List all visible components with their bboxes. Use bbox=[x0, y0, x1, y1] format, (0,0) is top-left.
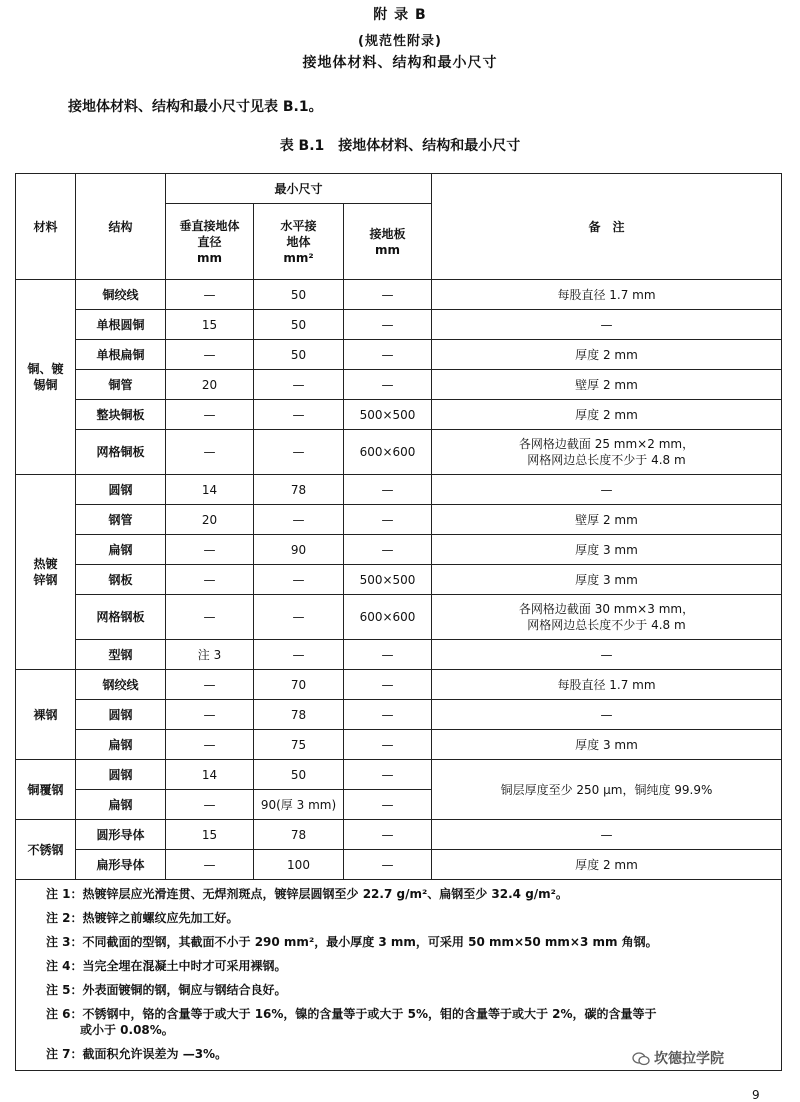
structure-cell: 钢绞线 bbox=[76, 670, 166, 700]
remark-cell: 每股直径 1.7 mm bbox=[432, 280, 782, 310]
table-row bbox=[16, 565, 782, 595]
page-number: 9 bbox=[752, 1088, 760, 1102]
table-row bbox=[16, 595, 782, 640]
note-7: 注 7：截面积允许误差为 —3%。 bbox=[46, 1047, 228, 1061]
structure-cell: 扁钢 bbox=[76, 790, 166, 820]
header-plate bbox=[344, 204, 432, 280]
note-3: 注 3：不同截面的型钢，其截面不小于 290 mm²，最小厚度 3 mm，可采用 50 mm×50 mm×3 mm 角钢。 bbox=[46, 935, 658, 949]
horizontal-cell: — bbox=[254, 400, 344, 430]
structure-cell: 扁形导体 bbox=[76, 850, 166, 880]
table-row bbox=[16, 670, 782, 700]
table-row bbox=[16, 700, 782, 730]
header-vertical bbox=[166, 204, 254, 280]
remark-cell: — bbox=[432, 310, 782, 340]
table-row bbox=[16, 820, 782, 850]
table-row bbox=[16, 850, 782, 880]
horizontal-cell: 50 bbox=[254, 340, 344, 370]
horizontal-cell: 78 bbox=[254, 820, 344, 850]
note-6-wrap: 或小于 0.08%。 bbox=[80, 1023, 174, 1037]
horizontal-cell: 90 bbox=[254, 535, 344, 565]
horizontal-cell: 78 bbox=[254, 700, 344, 730]
note-5: 注 5：外表面镀铜的钢，铜应与钢结合良好。 bbox=[46, 983, 287, 997]
plate-cell: — bbox=[344, 670, 432, 700]
remark-cell: — bbox=[432, 475, 782, 505]
note-6-continued bbox=[46, 1022, 777, 1038]
header-horizontal-l3: mm² bbox=[283, 250, 314, 265]
remark-cell: 厚度 2 mm bbox=[432, 340, 782, 370]
remark-cell: 厚度 3 mm bbox=[432, 535, 782, 565]
horizontal-cell: 90(厚 3 mm) bbox=[254, 790, 344, 820]
table-row bbox=[16, 430, 782, 475]
table-row bbox=[16, 400, 782, 430]
horizontal-cell: 75 bbox=[254, 730, 344, 760]
header-horizontal-l1: 水平接 bbox=[280, 218, 317, 233]
table-row bbox=[16, 310, 782, 340]
plate-cell: 600×600 bbox=[344, 430, 432, 475]
table-row bbox=[16, 760, 782, 790]
header-horizontal-l2: 地体 bbox=[286, 234, 311, 249]
table-row bbox=[16, 340, 782, 370]
note-6: 注 6：不锈钢中，铬的含量等于或大于 16%，镍的含量等于或大于 5%，钼的含量等于或大于 2%，碳的含量等于 bbox=[46, 1007, 657, 1021]
table-row bbox=[16, 535, 782, 565]
remark-cell: 铜层厚度至少 250 μm，铜纯度 99.9% bbox=[432, 760, 782, 820]
structure-cell: 整块铜板 bbox=[76, 400, 166, 430]
plate-cell: — bbox=[344, 310, 432, 340]
plate-cell: — bbox=[344, 700, 432, 730]
structure-cell: 铜绞线 bbox=[76, 280, 166, 310]
vertical-cell: 14 bbox=[166, 475, 254, 505]
note-1: 注 1：热镀锌层应光滑连贯、无焊剂斑点，镀锌层圆钢至少 22.7 g/m²、扁钢至少 32.4 g/m²。 bbox=[46, 887, 568, 901]
table-row bbox=[16, 730, 782, 760]
material-cell: 不锈钢 bbox=[16, 820, 76, 880]
horizontal-cell: 50 bbox=[254, 280, 344, 310]
vertical-cell: 15 bbox=[166, 310, 254, 340]
vertical-cell: — bbox=[166, 565, 254, 595]
vertical-cell: — bbox=[166, 790, 254, 820]
header-min-size: 最小尺寸 bbox=[166, 174, 432, 204]
materials-table bbox=[15, 173, 782, 1071]
vertical-cell: — bbox=[166, 400, 254, 430]
vertical-cell: 注 3 bbox=[166, 640, 254, 670]
material-cell: 裸钢 bbox=[16, 670, 76, 760]
appendix-title: 接地体材料、结构和最小尺寸 bbox=[302, 55, 498, 71]
remark-cell: — bbox=[432, 700, 782, 730]
plate-cell: 500×500 bbox=[344, 565, 432, 595]
structure-cell: 圆钢 bbox=[76, 475, 166, 505]
table-row bbox=[16, 475, 782, 505]
wechat-icon bbox=[632, 1052, 650, 1066]
remark-cell: 每股直径 1.7 mm bbox=[432, 670, 782, 700]
table-row bbox=[16, 640, 782, 670]
table-caption: 表 B.1 接地体材料、结构和最小尺寸 bbox=[279, 138, 521, 154]
plate-cell: — bbox=[344, 850, 432, 880]
vertical-cell: 20 bbox=[166, 370, 254, 400]
plate-cell: — bbox=[344, 640, 432, 670]
plate-cell: 500×500 bbox=[344, 400, 432, 430]
remark-cell: 厚度 3 mm bbox=[432, 730, 782, 760]
horizontal-cell: 50 bbox=[254, 310, 344, 340]
vertical-cell: — bbox=[166, 730, 254, 760]
horizontal-cell: 100 bbox=[254, 850, 344, 880]
vertical-cell: — bbox=[166, 595, 254, 640]
plate-cell: — bbox=[344, 535, 432, 565]
header-remarks: 备 注 bbox=[432, 174, 782, 280]
header-structure: 结构 bbox=[76, 174, 166, 280]
note-2: 注 2：热镀锌之前螺纹应先加工好。 bbox=[46, 911, 239, 925]
notes-cell bbox=[16, 880, 782, 1071]
appendix-label: 附 录 B bbox=[373, 7, 427, 23]
remark-cell: 壁厚 2 mm bbox=[432, 505, 782, 535]
horizontal-cell: 70 bbox=[254, 670, 344, 700]
remark-cell: 厚度 3 mm bbox=[432, 565, 782, 595]
vertical-cell: 15 bbox=[166, 820, 254, 850]
vertical-cell: — bbox=[166, 700, 254, 730]
normative-label: (规范性附录) bbox=[358, 34, 442, 49]
structure-cell: 圆钢 bbox=[76, 760, 166, 790]
structure-cell: 单根圆铜 bbox=[76, 310, 166, 340]
horizontal-cell: — bbox=[254, 370, 344, 400]
header-vertical-l1: 垂直接地体 bbox=[179, 218, 240, 233]
structure-cell: 钢板 bbox=[76, 565, 166, 595]
watermark bbox=[632, 1048, 724, 1068]
remark-cell: 壁厚 2 mm bbox=[432, 370, 782, 400]
structure-cell: 网格钢板 bbox=[76, 595, 166, 640]
plate-cell: — bbox=[344, 505, 432, 535]
structure-cell: 圆钢 bbox=[76, 700, 166, 730]
header-vertical-l3: mm bbox=[196, 250, 222, 265]
plate-cell: — bbox=[344, 340, 432, 370]
vertical-cell: 20 bbox=[166, 505, 254, 535]
header-vertical-l2: 直径 bbox=[197, 234, 222, 249]
plate-cell: — bbox=[344, 790, 432, 820]
notes-row bbox=[16, 880, 782, 1071]
horizontal-cell: — bbox=[254, 430, 344, 475]
header-horizontal bbox=[254, 204, 344, 280]
table-row bbox=[16, 280, 782, 310]
remark-cell bbox=[432, 430, 782, 475]
remark-cell bbox=[432, 595, 782, 640]
remark-line: 各网格边截面 30 mm×3 mm， bbox=[518, 602, 695, 616]
plate-cell: — bbox=[344, 370, 432, 400]
vertical-cell: — bbox=[166, 280, 254, 310]
vertical-cell: 14 bbox=[166, 760, 254, 790]
structure-cell: 网格铜板 bbox=[76, 430, 166, 475]
horizontal-cell: — bbox=[254, 640, 344, 670]
plate-cell: — bbox=[344, 730, 432, 760]
structure-cell: 扁钢 bbox=[76, 535, 166, 565]
plate-cell: — bbox=[344, 475, 432, 505]
structure-cell: 铜管 bbox=[76, 370, 166, 400]
structure-cell: 扁钢 bbox=[76, 730, 166, 760]
plate-cell: — bbox=[344, 280, 432, 310]
horizontal-cell: — bbox=[254, 505, 344, 535]
vertical-cell: — bbox=[166, 340, 254, 370]
material-cell: 铜、镀锡铜 bbox=[16, 280, 76, 475]
remark-cell: 厚度 2 mm bbox=[432, 400, 782, 430]
header-material: 材料 bbox=[16, 174, 76, 280]
structure-cell: 单根扁铜 bbox=[76, 340, 166, 370]
vertical-cell: — bbox=[166, 670, 254, 700]
table-row bbox=[16, 370, 782, 400]
structure-cell: 钢管 bbox=[76, 505, 166, 535]
note-4: 注 4：当完全埋在混凝土中时才可采用裸钢。 bbox=[46, 959, 287, 973]
horizontal-cell: — bbox=[254, 565, 344, 595]
horizontal-cell: 78 bbox=[254, 475, 344, 505]
plate-cell: — bbox=[344, 820, 432, 850]
remark-cell: — bbox=[432, 820, 782, 850]
remark-cell: 厚度 2 mm bbox=[432, 850, 782, 880]
plate-cell: 600×600 bbox=[344, 595, 432, 640]
table-row bbox=[16, 505, 782, 535]
remark-line: 网格网边总长度不少于 4.8 m bbox=[527, 618, 686, 632]
vertical-cell: — bbox=[166, 850, 254, 880]
header-plate-l2: mm bbox=[374, 242, 400, 257]
watermark-text: 坎德拉学院 bbox=[654, 1051, 724, 1067]
material-cell: 铜覆钢 bbox=[16, 760, 76, 820]
horizontal-cell: — bbox=[254, 595, 344, 640]
remark-line: 网格网边总长度不少于 4.8 m bbox=[527, 453, 686, 467]
remark-cell: — bbox=[432, 640, 782, 670]
material-cell: 热镀锌钢 bbox=[16, 475, 76, 670]
horizontal-cell: 50 bbox=[254, 760, 344, 790]
plate-cell: — bbox=[344, 760, 432, 790]
header-plate-l1: 接地板 bbox=[369, 226, 406, 241]
vertical-cell: — bbox=[166, 430, 254, 475]
remark-line: 各网格边截面 25 mm×2 mm， bbox=[518, 437, 695, 451]
intro-text: 接地体材料、结构和最小尺寸见表 B.1。 bbox=[68, 99, 323, 115]
structure-cell: 型钢 bbox=[76, 640, 166, 670]
vertical-cell: — bbox=[166, 535, 254, 565]
structure-cell: 圆形导体 bbox=[76, 820, 166, 850]
